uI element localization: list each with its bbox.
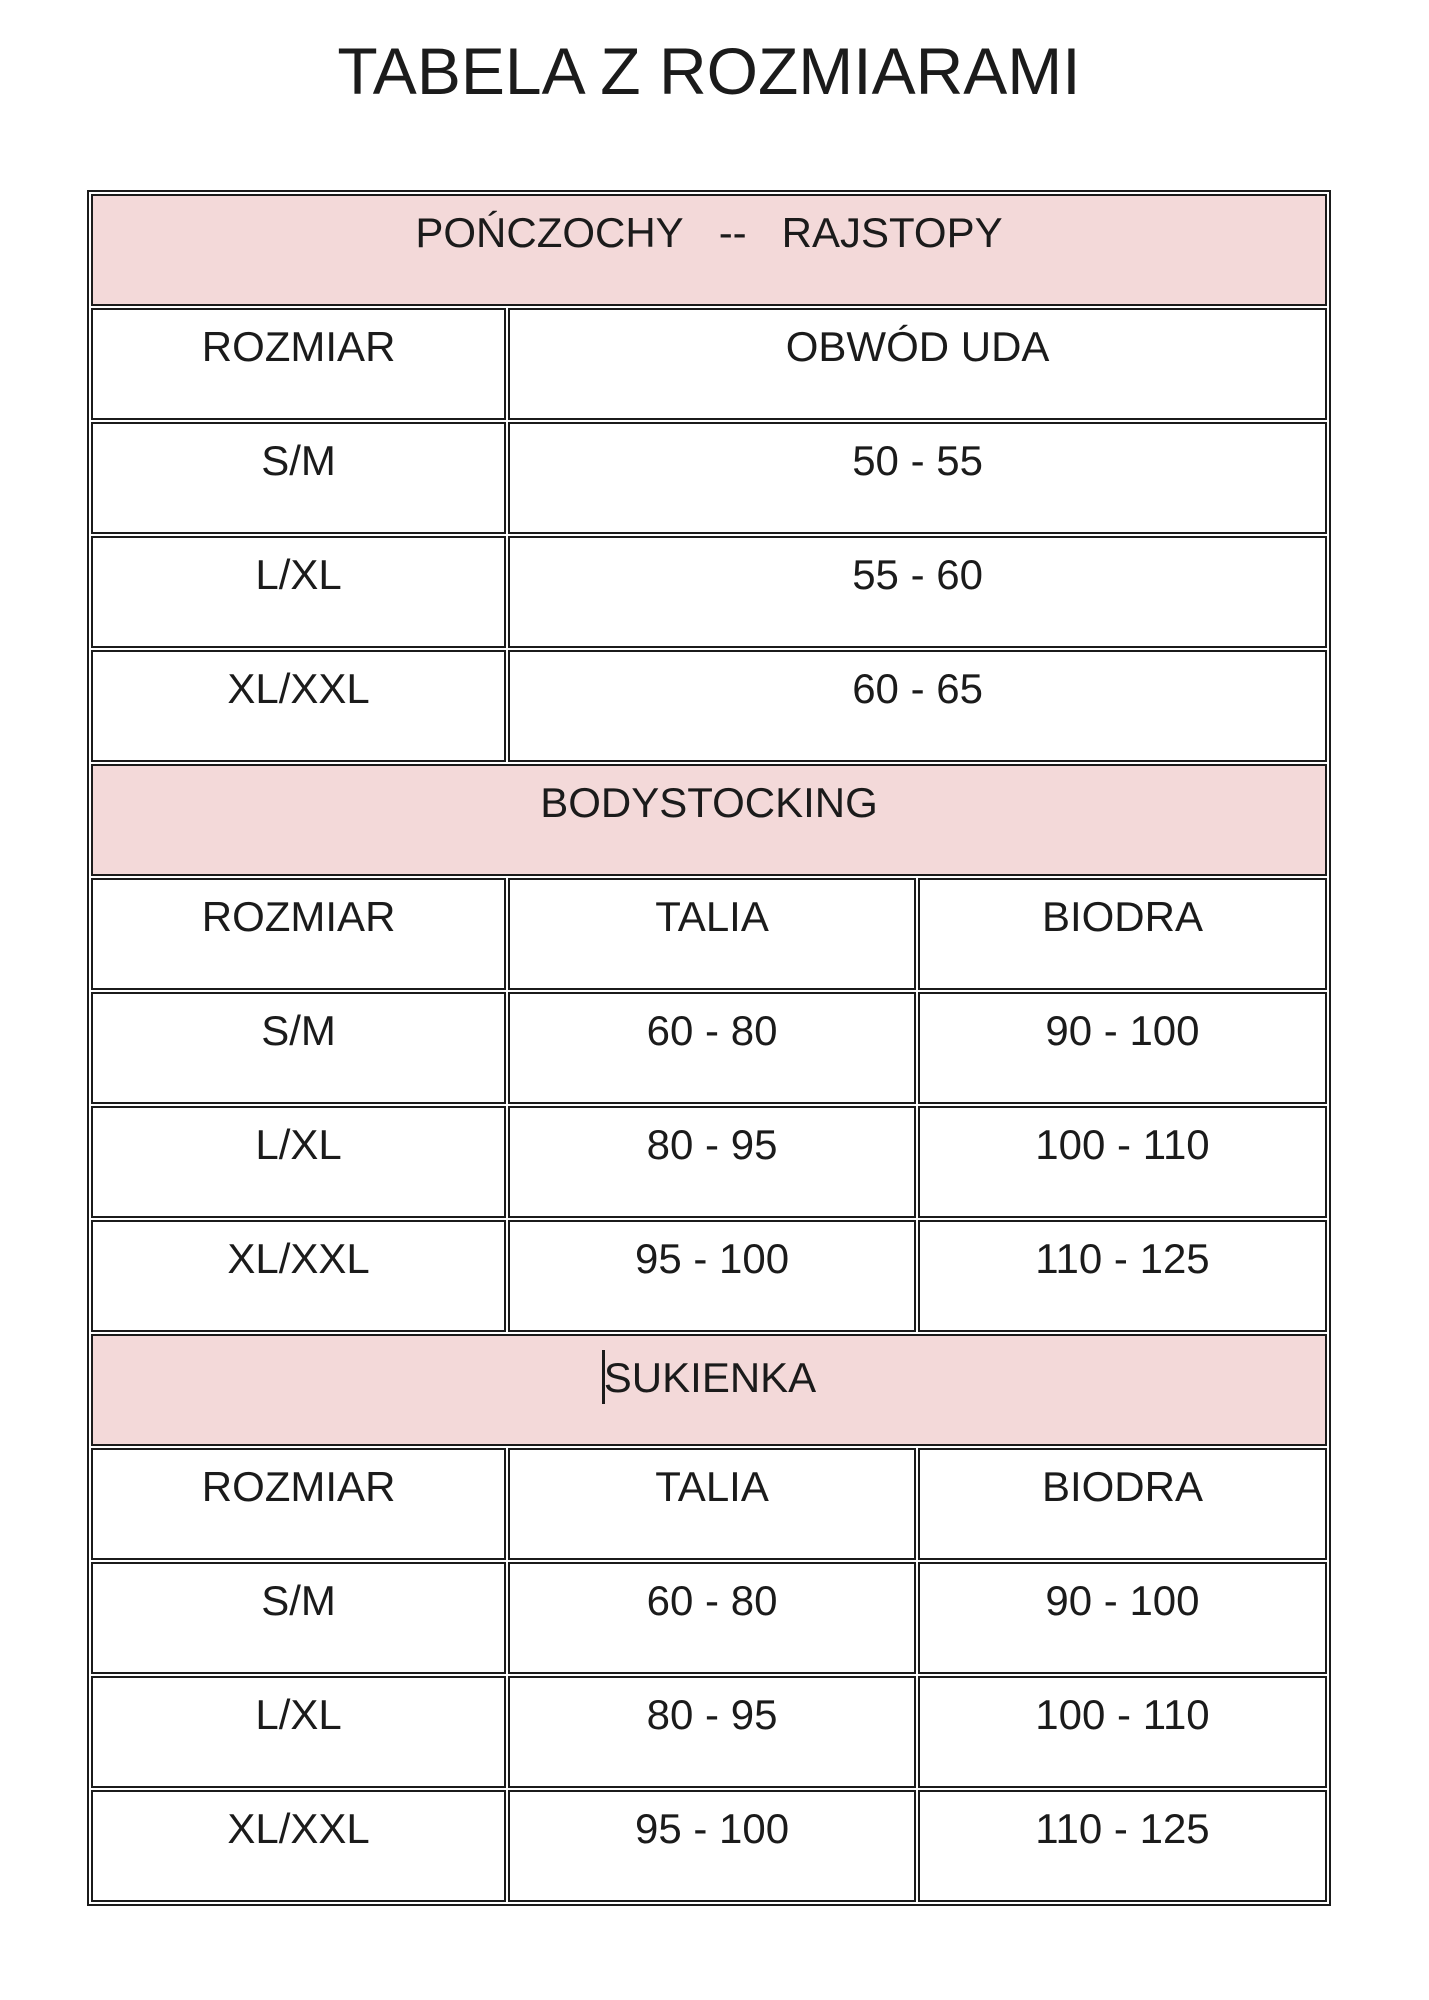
table-row <box>91 536 1327 648</box>
value-cell: 80 - 95 <box>508 1106 916 1218</box>
section-title-sukienka <box>91 1334 1327 1446</box>
column-header-rozmiar: ROZMIAR <box>91 878 506 990</box>
section-title-ponczochy-rajstopy: POŃCZOCHY -- RAJSTOPY <box>91 194 1327 306</box>
table-row <box>91 650 1327 762</box>
value-cell: 100 - 110 <box>918 1106 1327 1218</box>
size-cell: XL/XXL <box>91 650 506 762</box>
column-header-row <box>91 1448 1327 1560</box>
column-header-obwod-uda: OBWÓD UDA <box>508 308 1327 420</box>
column-header-rozmiar: ROZMIAR <box>91 1448 506 1560</box>
value-cell: 90 - 100 <box>918 1562 1327 1674</box>
value-cell: 80 - 95 <box>508 1676 916 1788</box>
value-cell: 60 - 80 <box>508 1562 916 1674</box>
section-header-row-bodystocking <box>91 764 1327 876</box>
size-cell: S/M <box>91 1562 506 1674</box>
column-header-biodra: BIODRA <box>918 878 1327 990</box>
size-cell: L/XL <box>91 536 506 648</box>
column-header-rozmiar: ROZMIAR <box>91 308 506 420</box>
section-title-text: SUKIENKA <box>603 1353 817 1401</box>
size-cell: L/XL <box>91 1676 506 1788</box>
size-cell: S/M <box>91 422 506 534</box>
table-row <box>91 422 1327 534</box>
section-title-bodystocking: BODYSTOCKING <box>91 764 1327 876</box>
value-cell: 60 - 65 <box>508 650 1327 762</box>
column-header-talia: TALIA <box>508 878 916 990</box>
value-cell: 110 - 125 <box>918 1220 1327 1332</box>
value-cell: 95 - 100 <box>508 1790 916 1902</box>
section-header-row-ponczochy-rajstopy <box>91 194 1327 306</box>
value-cell: 55 - 60 <box>508 536 1327 648</box>
table-row <box>91 1562 1327 1674</box>
size-cell: XL/XXL <box>91 1220 506 1332</box>
column-header-biodra: BIODRA <box>918 1448 1327 1560</box>
value-cell: 95 - 100 <box>508 1220 916 1332</box>
column-header-talia: TALIA <box>508 1448 916 1560</box>
column-header-row <box>91 878 1327 990</box>
table-row <box>91 1106 1327 1218</box>
table-row <box>91 992 1327 1104</box>
page-title: TABELA Z ROZMIARAMI <box>337 34 1081 108</box>
value-cell: 100 - 110 <box>918 1676 1327 1788</box>
table-row <box>91 1790 1327 1902</box>
size-cell: XL/XXL <box>91 1790 506 1902</box>
size-table <box>87 190 1331 1906</box>
size-chart-content <box>87 0 1331 1906</box>
value-cell: 60 - 80 <box>508 992 916 1104</box>
size-cell: S/M <box>91 992 506 1104</box>
value-cell: 90 - 100 <box>918 992 1327 1104</box>
table-row <box>91 1220 1327 1332</box>
size-cell: L/XL <box>91 1106 506 1218</box>
section-header-row-sukienka <box>91 1334 1327 1446</box>
value-cell: 110 - 125 <box>918 1790 1327 1902</box>
value-cell: 50 - 55 <box>508 422 1327 534</box>
column-header-row <box>91 308 1327 420</box>
table-row <box>91 1676 1327 1788</box>
